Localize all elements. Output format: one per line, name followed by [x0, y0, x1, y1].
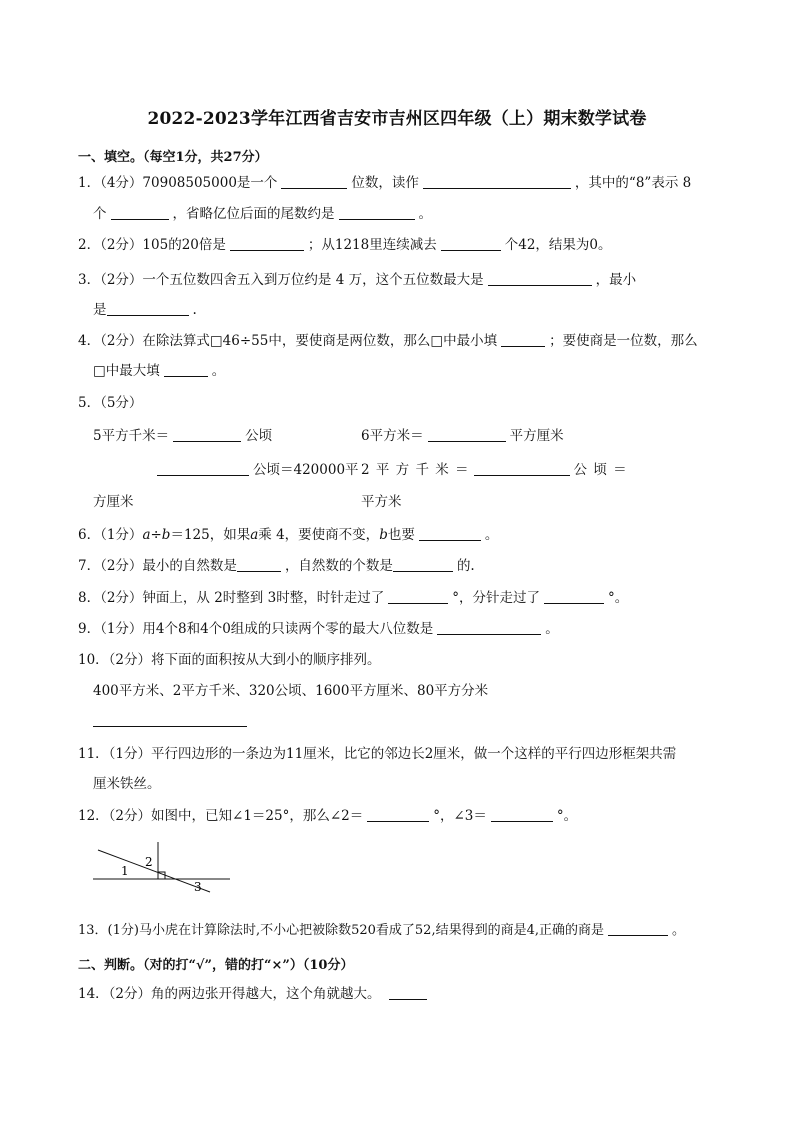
q3-blank-max[interactable]: [488, 271, 592, 286]
q6-var-a: a: [250, 527, 259, 543]
q12-text-a: 12．（2分）如图中，已知∠1＝25°，那么∠2＝: [78, 808, 364, 824]
q4-text-b: ；要使商是一位数，那么: [549, 333, 698, 349]
question-11-line-2: 厘米铁丝。: [93, 776, 161, 792]
q14-text-a: 14．（2分）角的两边张开得越大，这个角就越大。: [78, 986, 381, 1002]
section-judge-heading: 二、判断。（对的打“√”，错的打“×”）（10分）: [78, 958, 354, 973]
q4-blank-2[interactable]: [164, 362, 208, 377]
q6-text-e: 。: [484, 527, 499, 543]
q5-blank-3[interactable]: [157, 461, 249, 476]
q3-text-d: .: [192, 302, 197, 318]
question-5-head: 5．（5分）: [78, 395, 143, 411]
q14-blank[interactable]: [389, 985, 427, 1000]
q2-text-a: 2．（2分）105的20倍是: [78, 237, 226, 253]
angle-label-1: 1: [121, 864, 129, 878]
question-1-line-1: [78, 174, 691, 192]
question-4-line-1: [78, 332, 698, 350]
q1-blank-reading[interactable]: [423, 174, 571, 189]
question-4-line-2: [93, 362, 225, 380]
question-3-line-2: [93, 301, 197, 319]
q6-blank[interactable]: [419, 526, 481, 541]
q5-blank-2[interactable]: [428, 427, 506, 442]
q5-text-e: 公顷＝420000平: [253, 462, 359, 478]
q13-blank[interactable]: [608, 921, 668, 936]
question-1-line-2: [93, 205, 432, 223]
q7-text-a: 7．（2分）最小的自然数是: [78, 558, 237, 574]
q1-text-f: 。: [418, 206, 432, 222]
q5-row-3-left: 方厘米: [93, 494, 134, 510]
q1-text-b: 位数，读作: [351, 175, 419, 191]
q8-text-c: °。: [607, 590, 629, 606]
q10-answer-line: [93, 712, 251, 730]
q3-text-c: 是: [93, 302, 107, 318]
question-14: [78, 985, 431, 1003]
q3-text-b: ，最小: [595, 272, 637, 288]
question-13: [78, 921, 685, 940]
q1-text-a: 1．（4分）70908505000是一个: [78, 175, 278, 191]
q5-text-g: 公 顷 ＝: [573, 462, 628, 478]
q5-row-2-right: [361, 461, 628, 479]
q12-blank-1[interactable]: [367, 807, 429, 822]
angle-label-2: 2: [145, 855, 153, 869]
q8-text-a: 8．（2分）钟面上，从 2时整到 3时整，时针走过了: [78, 590, 385, 606]
q5-row-1-left: [93, 427, 272, 445]
q4-text-c: □中最大填: [93, 363, 160, 379]
q6-expression: a÷b: [142, 527, 171, 543]
q9-text-a: 9．（1分）用4个8和4个0组成的只读两个零的最大八位数是: [78, 621, 434, 637]
q1-blank-approx[interactable]: [339, 205, 415, 220]
question-8: [78, 589, 628, 607]
question-3-line-1: [78, 271, 636, 289]
q9-blank[interactable]: [437, 620, 541, 635]
q6-text-c: 乘 4，要使商不变，: [258, 527, 380, 543]
q5-text-c: 6平方米＝: [361, 428, 424, 444]
question-6: [78, 526, 498, 544]
q5-blank-1[interactable]: [173, 427, 241, 442]
q13-text-b: 。: [671, 923, 685, 938]
question-7: [78, 557, 475, 575]
q5-row-1-right: [361, 427, 564, 445]
q5-text-a: 5平方千米＝: [93, 428, 170, 444]
q1-blank-digits[interactable]: [281, 174, 347, 189]
q6-text-d: 也要: [387, 527, 415, 543]
q12-text-c: °。: [556, 808, 578, 824]
q1-text-c: ，其中的“8”表示 8: [574, 175, 692, 191]
q2-blank-2[interactable]: [441, 236, 501, 251]
q10-items: 400平方米、2平方千米、320公顷、1600平方厘米、80平方分米: [93, 683, 489, 699]
question-10: 10．（2分）将下面的面积按从大到小的顺序排列。: [78, 652, 381, 668]
q8-blank-2[interactable]: [544, 589, 604, 604]
q6-var-b: b: [379, 527, 388, 543]
q6-text-a: 6．（1分）: [78, 527, 143, 543]
q10-blank[interactable]: [93, 712, 247, 727]
q12-blank-2[interactable]: [491, 807, 553, 822]
question-11-line-1: 11．（1分）平行四边形的一条边为11厘米，比它的邻边长2厘米，做一个这样的平行四边形框架共需: [78, 746, 677, 762]
q5-row-2: [157, 461, 359, 479]
q6-text-b: ＝125，如果: [170, 527, 251, 543]
q7-text-b: ，自然数的个数是: [284, 558, 393, 574]
question-2: [78, 236, 612, 254]
page-title: 2022-2023学年江西省吉安市吉州区四年级（上）期末数学试卷: [147, 109, 647, 129]
question-9: [78, 620, 559, 638]
q5-text-f: 2 平 方 千 米 ＝: [361, 462, 470, 478]
q3-blank-min[interactable]: [107, 301, 189, 316]
q5-text-b: 公顷: [245, 428, 273, 444]
q13-text-a: 13．(1分)马小虎在计算除法时,不小心把被除数520看成了52,结果得到的商是4,正确的商是: [78, 923, 604, 938]
question-12: [78, 807, 577, 825]
q3-text-a: 3．（2分）一个五位数四舍五入到万位约是 4 万，这个五位数最大是: [78, 272, 484, 288]
q9-text-b: 。: [545, 621, 559, 637]
q1-text-e: ，省略亿位后面的尾数约是: [172, 206, 335, 222]
q1-blank-meaning[interactable]: [111, 205, 169, 220]
q2-text-c: 个42，结果为0。: [504, 237, 612, 253]
q1-text-d: 个: [93, 206, 107, 222]
q8-text-b: °，分针走过了: [452, 590, 540, 606]
q7-blank-2[interactable]: [393, 557, 453, 572]
q4-text-a: 4．（2分）在除法算式□46÷55中，要使商是两位数，那么□中最小填: [78, 333, 498, 349]
q12-text-b: °，∠3＝: [433, 808, 487, 824]
q4-text-d: 。: [211, 363, 226, 379]
q8-blank-1[interactable]: [388, 589, 448, 604]
q5-text-d: 平方厘米: [509, 428, 564, 444]
q7-text-c: 的.: [456, 558, 475, 574]
q5-blank-4[interactable]: [474, 461, 570, 476]
q5-row-3-right: 平方米: [361, 494, 402, 510]
q2-blank-1[interactable]: [230, 236, 304, 251]
q2-text-b: ；从1218里连续减去: [307, 237, 437, 253]
angle-label-3: 3: [194, 880, 202, 894]
section-fill-heading: 一、填空。（每空1分，共27分）: [78, 150, 268, 165]
q7-blank-1[interactable]: [237, 557, 281, 572]
q4-blank-1[interactable]: [501, 332, 545, 347]
angle-figure: [90, 838, 240, 896]
